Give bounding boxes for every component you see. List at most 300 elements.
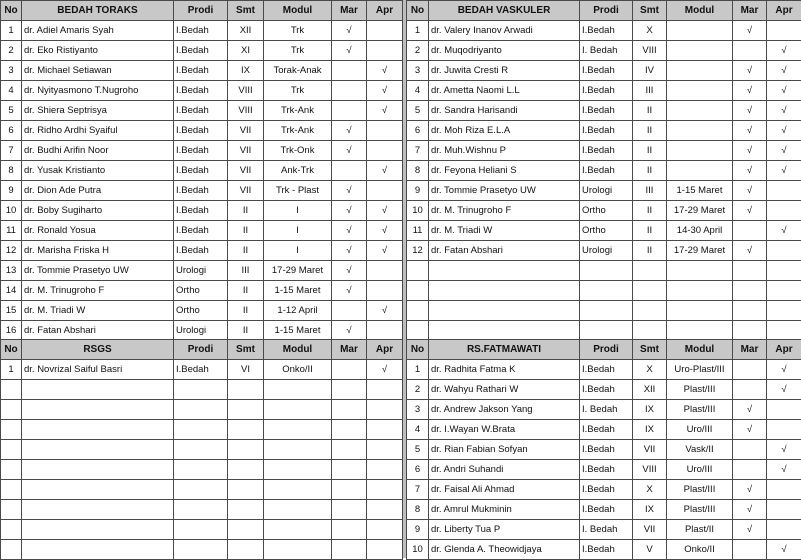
table-row (407, 201, 801, 221)
prodi-cell: Ortho (174, 281, 228, 301)
doctor-name: dr. Ronald Yosua (22, 221, 174, 241)
modul-cell: 1-12 April (264, 301, 332, 321)
prodi-cell (580, 261, 633, 281)
table-row (1, 540, 403, 560)
april-check: √ (367, 201, 403, 221)
april-check (767, 500, 801, 520)
doctor-name: dr. Yusak Kristianto (22, 161, 174, 181)
row-number: 16 (1, 321, 22, 341)
prodi-cell (174, 420, 228, 440)
row-number: 5 (407, 440, 429, 460)
col-header-smt: Smt (633, 340, 667, 360)
semester-cell: IV (633, 61, 667, 81)
doctor-name (429, 261, 580, 281)
section-title: BEDAH TORAKS (22, 1, 174, 21)
row-number: 13 (1, 261, 22, 281)
march-check (733, 41, 767, 61)
april-check (367, 321, 403, 341)
march-check (332, 480, 367, 500)
march-check (733, 460, 767, 480)
prodi-cell: I.Bedah (580, 81, 633, 101)
col-header-no: No (407, 340, 429, 360)
modul-cell: Onko/II (667, 540, 733, 560)
april-check: √ (367, 221, 403, 241)
modul-cell (667, 41, 733, 61)
row-number: 7 (407, 141, 429, 161)
april-check (367, 21, 403, 41)
semester-cell (228, 460, 264, 480)
table-row (407, 101, 801, 121)
doctor-name: dr. I.Wayan W.Brata (429, 420, 580, 440)
modul-cell: Uro/III (667, 460, 733, 480)
april-check: √ (767, 101, 801, 121)
doctor-name: dr. Liberty Tua P (429, 520, 580, 540)
table-row (1, 281, 403, 301)
march-check (733, 281, 767, 301)
march-check (332, 400, 367, 420)
modul-cell: Trk (264, 21, 332, 41)
april-check (367, 380, 403, 400)
semester-cell (633, 281, 667, 301)
col-header-mar: Mar (733, 1, 767, 21)
row-number: 11 (1, 221, 22, 241)
semester-cell: II (228, 201, 264, 221)
modul-cell (264, 520, 332, 540)
table-row (1, 500, 403, 520)
march-check (332, 161, 367, 181)
semester-cell: VI (228, 360, 264, 380)
prodi-cell: I. Bedah (580, 41, 633, 61)
doctor-name: dr. Marisha Friska H (22, 241, 174, 261)
semester-cell (228, 480, 264, 500)
prodi-cell: Ortho (580, 221, 633, 241)
april-check: √ (767, 121, 801, 141)
doctor-name: dr. Boby Sugiharto (22, 201, 174, 221)
march-check (733, 261, 767, 281)
table-bedah-toraks (0, 0, 403, 341)
table-rs-fatmawati (406, 339, 801, 560)
prodi-cell (174, 400, 228, 420)
modul-cell: Trk-Onk (264, 141, 332, 161)
semester-cell (633, 261, 667, 281)
modul-cell (667, 321, 733, 341)
semester-cell: IX (633, 500, 667, 520)
doctor-name: dr. Feyona Heliani S (429, 161, 580, 181)
prodi-cell (580, 321, 633, 341)
doctor-name: dr. Shiera Septrisya (22, 101, 174, 121)
april-check (767, 201, 801, 221)
row-number: 6 (407, 460, 429, 480)
semester-cell: III (633, 181, 667, 201)
table-row (1, 61, 403, 81)
table-row (1, 41, 403, 61)
prodi-cell: Urologi (174, 321, 228, 341)
doctor-name (429, 301, 580, 321)
row-number: 3 (1, 61, 22, 81)
row-number (1, 400, 22, 420)
modul-cell (264, 420, 332, 440)
table-row (407, 81, 801, 101)
april-check: √ (767, 41, 801, 61)
april-check (767, 420, 801, 440)
col-header-modul: Modul (667, 1, 733, 21)
semester-cell: VII (228, 141, 264, 161)
semester-cell (228, 540, 264, 560)
table-row (1, 181, 403, 201)
row-number: 9 (1, 181, 22, 201)
modul-cell: 14-30 April (667, 221, 733, 241)
prodi-cell: I. Bedah (580, 520, 633, 540)
table-row (1, 321, 403, 341)
table-row (407, 480, 801, 500)
table-row (1, 141, 403, 161)
april-check (767, 261, 801, 281)
modul-cell: Uro-Plast/III (667, 360, 733, 380)
modul-cell: 1-15 Maret (264, 321, 332, 341)
modul-cell (667, 301, 733, 321)
prodi-cell: I.Bedah (580, 480, 633, 500)
april-check (767, 181, 801, 201)
row-number: 10 (1, 201, 22, 221)
modul-cell (667, 121, 733, 141)
header-row (407, 1, 801, 21)
april-check (767, 301, 801, 321)
modul-cell: Plast/II (667, 520, 733, 540)
march-check: √ (733, 181, 767, 201)
col-header-smt: Smt (633, 1, 667, 21)
modul-cell (667, 81, 733, 101)
doctor-name: dr. Amrul Mukminin (429, 500, 580, 520)
semester-cell: X (633, 360, 667, 380)
row-number: 5 (1, 101, 22, 121)
march-check: √ (733, 520, 767, 540)
semester-cell: II (633, 121, 667, 141)
table-row (1, 261, 403, 281)
prodi-cell: I.Bedah (174, 121, 228, 141)
semester-cell: VII (633, 520, 667, 540)
march-check (733, 301, 767, 321)
table-row (407, 241, 801, 261)
table-row (407, 380, 801, 400)
modul-cell (264, 460, 332, 480)
table-row (1, 161, 403, 181)
modul-cell (264, 380, 332, 400)
semester-cell (633, 321, 667, 341)
april-check (767, 400, 801, 420)
table-row (407, 161, 801, 181)
prodi-cell (174, 460, 228, 480)
doctor-name: dr. Nyityasmono T.Nugroho (22, 81, 174, 101)
prodi-cell: I.Bedah (174, 61, 228, 81)
table-row (1, 360, 403, 380)
table-row (407, 41, 801, 61)
april-check: √ (767, 161, 801, 181)
prodi-cell: Ortho (580, 201, 633, 221)
april-check (367, 460, 403, 480)
table-row (407, 61, 801, 81)
doctor-name: dr. Valery Inanov Arwadi (429, 21, 580, 41)
prodi-cell: I.Bedah (174, 181, 228, 201)
march-check (733, 380, 767, 400)
semester-cell: VII (228, 161, 264, 181)
table-rsgs (0, 339, 403, 560)
prodi-cell: I.Bedah (580, 440, 633, 460)
semester-cell: XII (228, 21, 264, 41)
doctor-name: dr. Adiel Amaris Syah (22, 21, 174, 41)
row-number: 3 (407, 400, 429, 420)
modul-cell: Vask/II (667, 440, 733, 460)
table-row (1, 301, 403, 321)
row-number (1, 420, 22, 440)
doctor-name (22, 380, 174, 400)
semester-cell (228, 440, 264, 460)
row-number: 2 (407, 41, 429, 61)
col-header-modul: Modul (264, 1, 332, 21)
modul-cell (264, 480, 332, 500)
modul-cell: Trk-Ank (264, 121, 332, 141)
march-check (332, 81, 367, 101)
prodi-cell: I.Bedah (580, 121, 633, 141)
table-row (1, 81, 403, 101)
semester-cell: VIII (633, 460, 667, 480)
april-check: √ (367, 101, 403, 121)
modul-cell (667, 61, 733, 81)
march-check: √ (733, 121, 767, 141)
doctor-name: dr. Budhi Arifin Noor (22, 141, 174, 161)
april-check: √ (367, 161, 403, 181)
march-check: √ (332, 201, 367, 221)
table-bedah-vaskuler (406, 0, 801, 341)
march-check (332, 500, 367, 520)
april-check (367, 41, 403, 61)
march-check (332, 540, 367, 560)
header-row (1, 1, 403, 21)
prodi-cell (174, 540, 228, 560)
col-header-no: No (1, 340, 22, 360)
march-check: √ (733, 101, 767, 121)
col-header-prodi: Prodi (580, 1, 633, 21)
section-title: BEDAH VASKULER (429, 1, 580, 21)
prodi-cell: Urologi (580, 181, 633, 201)
semester-cell: II (633, 161, 667, 181)
row-number: 12 (407, 241, 429, 261)
march-check: √ (332, 141, 367, 161)
modul-cell (264, 500, 332, 520)
prodi-cell: I.Bedah (174, 360, 228, 380)
modul-cell: 1-15 Maret (667, 181, 733, 201)
row-number: 12 (1, 241, 22, 261)
modul-cell: Torak-Anak (264, 61, 332, 81)
doctor-name: dr. Juwita Cresti R (429, 61, 580, 81)
row-number: 8 (407, 500, 429, 520)
row-number (1, 480, 22, 500)
row-number: 5 (407, 101, 429, 121)
doctor-name: dr. M. Trinugroho F (429, 201, 580, 221)
col-header-mar: Mar (332, 1, 367, 21)
april-check (767, 21, 801, 41)
semester-cell: II (633, 101, 667, 121)
semester-cell (228, 420, 264, 440)
april-check: √ (367, 360, 403, 380)
modul-cell: 17-29 Maret (264, 261, 332, 281)
march-check: √ (733, 400, 767, 420)
doctor-name: dr. Novrizal Saiful Basri (22, 360, 174, 380)
col-header-apr: Apr (367, 1, 403, 21)
row-number: 7 (1, 141, 22, 161)
prodi-cell: Urologi (174, 261, 228, 281)
march-check (332, 420, 367, 440)
april-check (367, 141, 403, 161)
table-row (1, 21, 403, 41)
april-check: √ (767, 380, 801, 400)
modul-cell: Trk-Ank (264, 101, 332, 121)
march-check: √ (733, 21, 767, 41)
semester-cell: VIII (228, 101, 264, 121)
table-row (1, 440, 403, 460)
table-row (1, 241, 403, 261)
march-check: √ (733, 141, 767, 161)
march-check (733, 321, 767, 341)
april-check (767, 241, 801, 261)
semester-cell: VII (228, 181, 264, 201)
doctor-name: dr. Glenda A. Theowidjaya (429, 540, 580, 560)
table-row (407, 520, 801, 540)
march-check: √ (733, 81, 767, 101)
modul-cell: Trk (264, 41, 332, 61)
april-check: √ (367, 301, 403, 321)
april-check: √ (367, 81, 403, 101)
doctor-name: dr. Muh.Wishnu P (429, 141, 580, 161)
row-number (407, 281, 429, 301)
col-header-apr: Apr (767, 340, 801, 360)
prodi-cell: I.Bedah (580, 360, 633, 380)
doctor-name: dr. Tommie Prasetyo UW (429, 181, 580, 201)
table-row (1, 400, 403, 420)
march-check (332, 440, 367, 460)
modul-cell (667, 281, 733, 301)
semester-cell: XII (633, 380, 667, 400)
doctor-name: dr. Fatan Abshari (22, 321, 174, 341)
doctor-name: dr. Wahyu Rathari W (429, 380, 580, 400)
table-row (1, 520, 403, 540)
col-header-prodi: Prodi (174, 340, 228, 360)
table-row (407, 460, 801, 480)
table-row (1, 420, 403, 440)
doctor-name: dr. Andri Suhandi (429, 460, 580, 480)
semester-cell (228, 400, 264, 420)
table-row (1, 460, 403, 480)
row-number: 8 (1, 161, 22, 181)
april-check (767, 520, 801, 540)
doctor-name (429, 281, 580, 301)
modul-cell: Trk (264, 81, 332, 101)
march-check: √ (332, 281, 367, 301)
row-number: 2 (1, 41, 22, 61)
row-number: 6 (407, 121, 429, 141)
march-check: √ (733, 61, 767, 81)
doctor-name: dr. Radhita Fatma K (429, 360, 580, 380)
prodi-cell: I. Bedah (580, 400, 633, 420)
march-check: √ (332, 21, 367, 41)
march-check (332, 380, 367, 400)
doctor-name: dr. Sandra Harisandi (429, 101, 580, 121)
table-row (1, 380, 403, 400)
table-row (407, 121, 801, 141)
row-number: 14 (1, 281, 22, 301)
march-check: √ (733, 480, 767, 500)
modul-cell: Ank-Trk (264, 161, 332, 181)
april-check: √ (767, 81, 801, 101)
april-check (367, 480, 403, 500)
modul-cell (667, 21, 733, 41)
modul-cell (667, 261, 733, 281)
prodi-cell: I.Bedah (580, 500, 633, 520)
row-number: 10 (407, 201, 429, 221)
april-check (367, 181, 403, 201)
row-number (407, 321, 429, 341)
prodi-cell (580, 301, 633, 321)
doctor-name: dr. Ametta Naomi L.L (429, 81, 580, 101)
doctor-name: dr. Michael Setiawan (22, 61, 174, 81)
doctor-name (22, 460, 174, 480)
doctor-name (22, 440, 174, 460)
doctor-name: dr. Faisal Ali Ahmad (429, 480, 580, 500)
prodi-cell (174, 440, 228, 460)
april-check (767, 281, 801, 301)
april-check: √ (767, 540, 801, 560)
semester-cell: II (633, 241, 667, 261)
march-check: √ (733, 201, 767, 221)
semester-cell (228, 520, 264, 540)
table-row (1, 480, 403, 500)
doctor-name: dr. Tommie Prasetyo UW (22, 261, 174, 281)
semester-cell: V (633, 540, 667, 560)
row-number: 11 (407, 221, 429, 241)
doctor-name (429, 321, 580, 341)
april-check (367, 121, 403, 141)
april-check (367, 400, 403, 420)
col-header-smt: Smt (228, 340, 264, 360)
april-check (367, 540, 403, 560)
semester-cell: II (633, 221, 667, 241)
april-check (367, 281, 403, 301)
table-row (407, 261, 801, 281)
table-row (407, 440, 801, 460)
table-row (407, 281, 801, 301)
semester-cell: X (633, 480, 667, 500)
march-check: √ (332, 41, 367, 61)
march-check: √ (332, 221, 367, 241)
march-check: √ (332, 181, 367, 201)
prodi-cell: Ortho (174, 301, 228, 321)
prodi-cell (174, 480, 228, 500)
semester-cell: II (633, 141, 667, 161)
modul-cell: I (264, 241, 332, 261)
col-header-modul: Modul (264, 340, 332, 360)
doctor-name (22, 500, 174, 520)
table-row (407, 540, 801, 560)
modul-cell: Plast/III (667, 500, 733, 520)
row-number: 9 (407, 181, 429, 201)
row-number: 6 (1, 121, 22, 141)
semester-cell: II (228, 221, 264, 241)
row-number (1, 380, 22, 400)
doctor-name: dr. Muqodriyanto (429, 41, 580, 61)
march-check: √ (332, 121, 367, 141)
prodi-cell: I.Bedah (174, 201, 228, 221)
prodi-cell: I.Bedah (580, 380, 633, 400)
col-header-apr: Apr (767, 1, 801, 21)
